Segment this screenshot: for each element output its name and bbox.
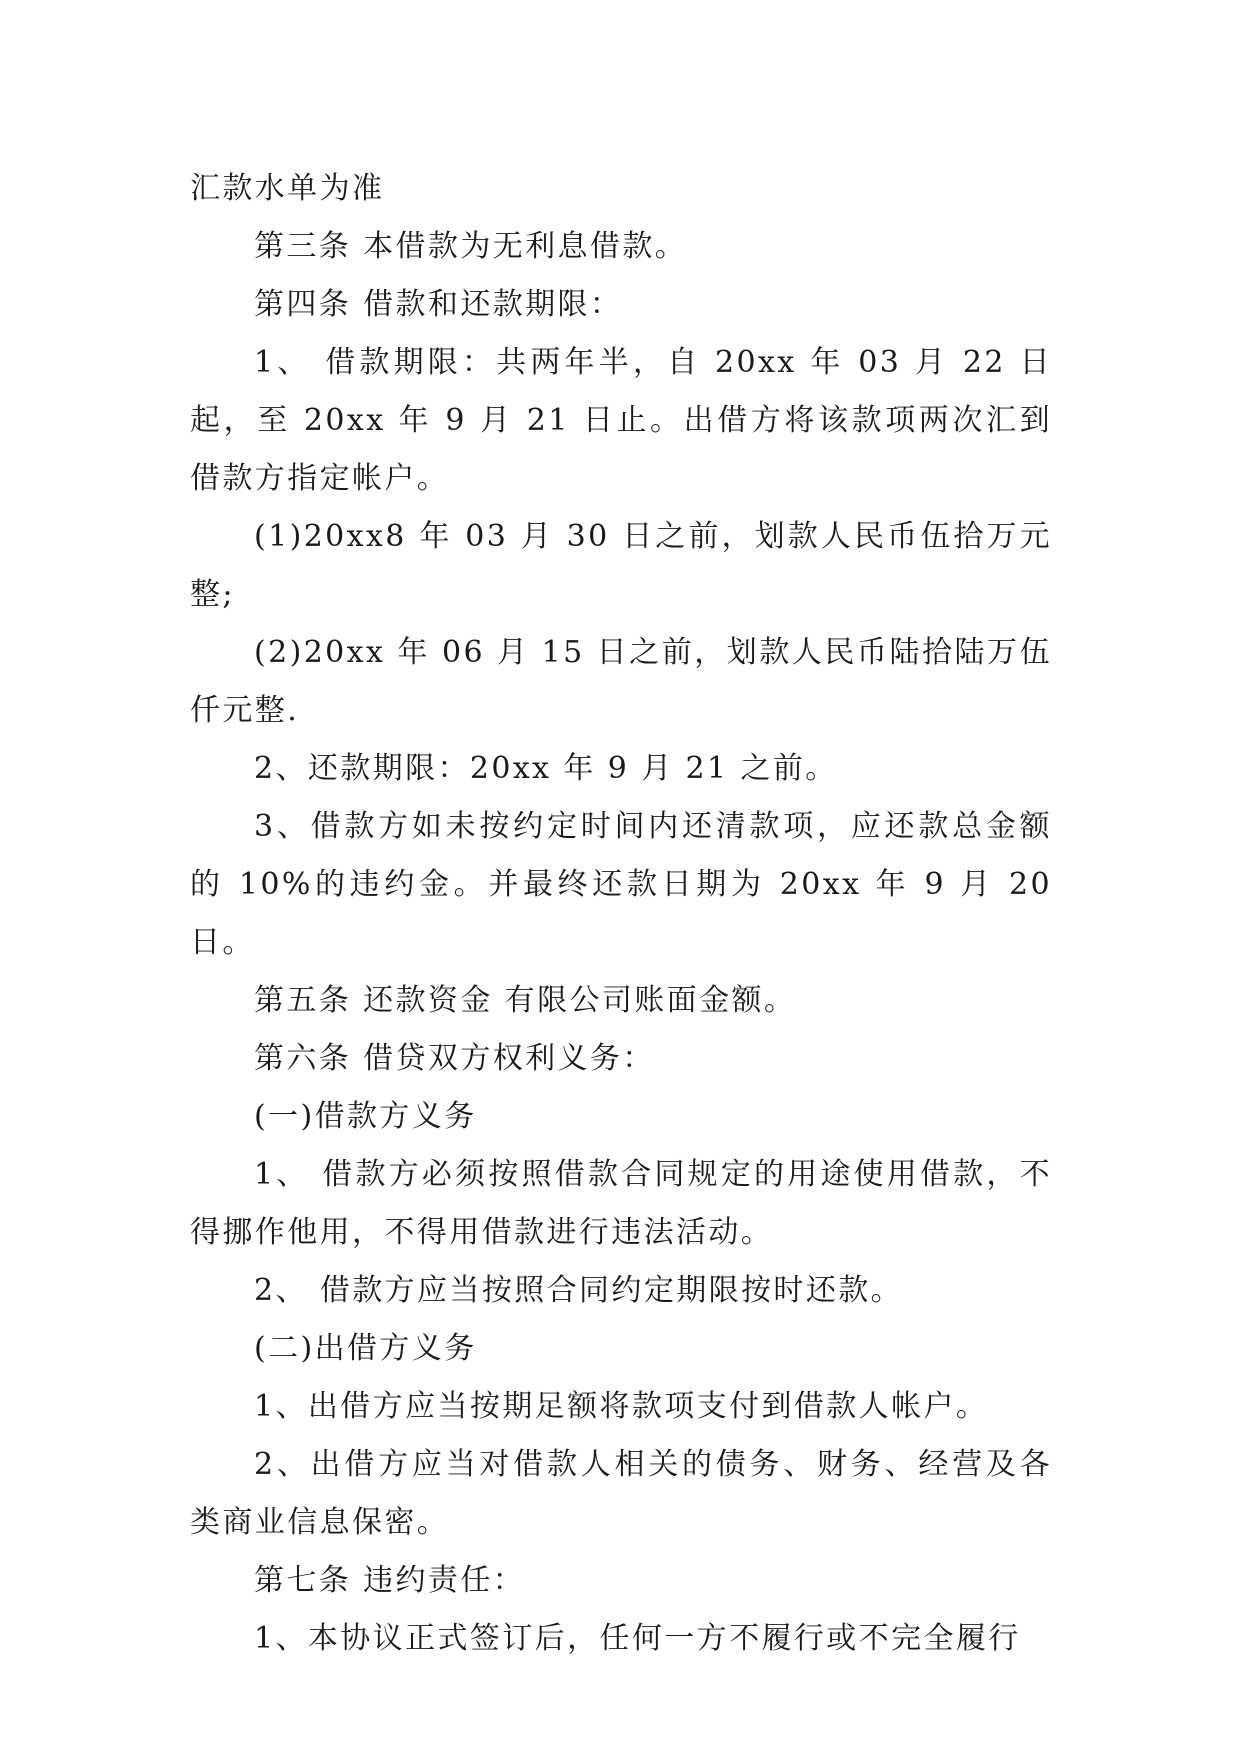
paragraph: 2、还款期限：20xx 年 9 月 21 之前。 xyxy=(254,751,838,786)
paragraph: 第六条 借贷双方权利义务： xyxy=(254,1041,655,1076)
paragraph: 1、出借方应当按期足额将款项支付到借款人帐户。 xyxy=(254,1389,989,1424)
paragraph: 第五条 还款资金 有限公司账面金额。 xyxy=(254,983,797,1018)
paragraph: (1)20xx8 年 03 月 30 日之前，划款人民币伍拾万元整; xyxy=(190,519,1052,612)
paragraph: 1、 借款期限：共两年半，自 20xx 年 03 月 22 日起，至 20xx 年 9 月 21 日止。出借方将该款项两次汇到借款方指定帐户。 xyxy=(190,345,1052,496)
document-body xyxy=(190,160,1052,1668)
paragraph: 3、借款方如未按约定时间内还清款项，应还款总金额的 10%的违约金。并最终还款日期为 20xx 年 9 月 20 日。 xyxy=(190,809,1052,960)
paragraph: (二)出借方义务 xyxy=(254,1331,477,1366)
paragraph: (一)借款方义务 xyxy=(254,1099,477,1134)
paragraph: 1、本协议正式签订后，任何一方不履行或不完全履行 xyxy=(254,1621,1021,1656)
paragraph: 汇款水单为准 xyxy=(190,171,385,206)
paragraph: 2、出借方应当对借款人相关的债务、财务、经营及各类商业信息保密。 xyxy=(190,1447,1052,1540)
paragraph: 第三条 本借款为无利息借款。 xyxy=(254,229,688,264)
paragraph: 第七条 违约责任： xyxy=(254,1563,526,1598)
paragraph: 第四条 借款和还款期限： xyxy=(254,287,623,322)
paragraph: 2、 借款方应当按照合同约定期限按时还款。 xyxy=(254,1273,904,1308)
paragraph: (2)20xx 年 06 月 15 日之前，划款人民币陆拾陆万伍仟元整. xyxy=(190,635,1052,728)
paragraph: 1、 借款方必须按照借款合同规定的用途使用借款，不得挪作他用，不得用借款进行违法活动。 xyxy=(190,1157,1052,1250)
